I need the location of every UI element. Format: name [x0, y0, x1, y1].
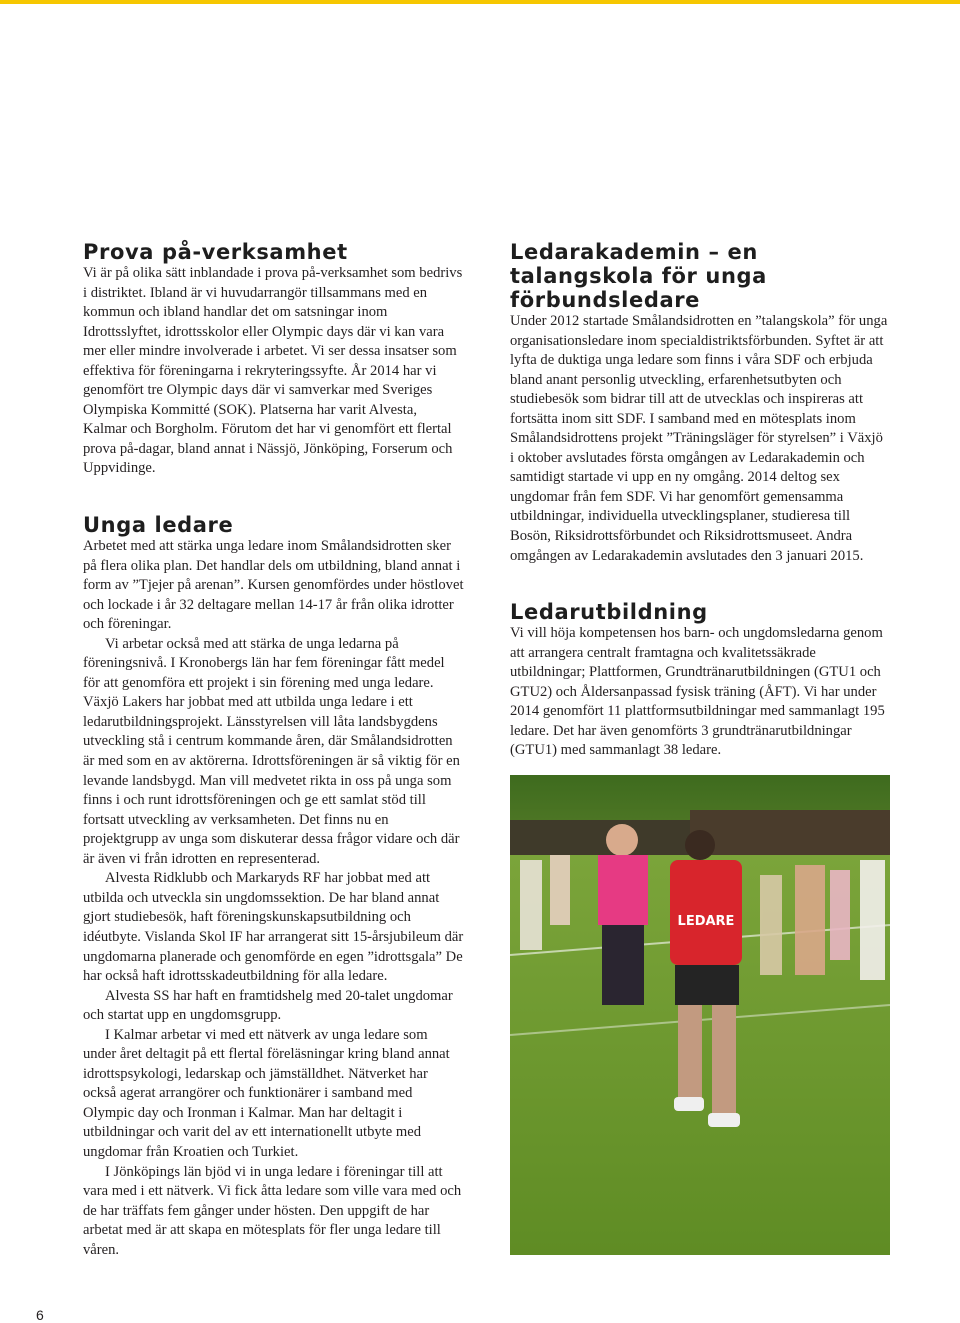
top-accent-bar: [0, 0, 960, 4]
heading-prova-pa: Prova på-verksamhet: [83, 240, 348, 264]
paragraph-ledarutbildning: Vi vill höja kompetensen hos barn- och ungdomsledarna genom att arrangera centralt framtagna och kvalitetssäkrade utbildningar; Plattformen, Grundtränarutbildningen (GTU1 och GTU2) och Åldersanpassad fysisk träning (ÅFT). Vi har under 2014 genomfört 11 plattformsutbildningar med sammanlagt 195 ledare. Det har även genomförts 3 grundtränarutbildningar (GTU1) med sammanlagt 38 ledare.: [510, 625, 885, 759]
paragraph-unga-ledare-1: Arbetet med att stärka unga ledare inom Smålandsidrotten sker på flera olika plan. Det handlar dels om utbildning, bland annat i form av ”Tjejer på arenan”. Kursen genomfördes under höstlovet och lockade i år 32 deltagare mellan 14-17 år från olika idrotter och föreningar.: [83, 538, 464, 633]
heading-ledarutbildning: Ledarutbildning: [510, 600, 708, 625]
left-column: [83, 240, 464, 1260]
paragraph-unga-ledare-6: I Jönköpings län bjöd vi in unga ledare i föreningar till att vara med i ett nätverk. Vi fick åtta ledare som ville vara med och de har träffats fem gånger under hösten. Den uppgift de har arbetat med är att skapa en mötesplats för fler unga ledare till våren.: [83, 1163, 462, 1258]
paragraph-unga-ledare-3: Alvesta Ridklubb och Markaryds RF har jobbat med att utbilda och utveckla sin ungdomssektion. De har bland annat gjort studiebesök, haft föreningskunskapsutbildning och idéutbyte. Vislanda Skol IF har arrangerat sitt 15-årsjubileum där ungdomarna planerade och genomförde en egen ”idrottsgala” De har också haft idrottsskadeutbildning för alla ledare.: [83, 870, 464, 985]
shirt-label: LEDARE: [677, 914, 735, 929]
right-column: [510, 240, 890, 761]
sports-field-photo: [510, 775, 890, 1255]
paragraph-prova-pa: Vi är på olika sätt inblandade i prova på-verksamhet som bedrivs i distriktet. Ibland är vi huvudarrangör tillsammans med en kommun och ibland handlar det om satsningar inom Idrottsslyftet, idrottsskolor eller Olympic days där vi kan vara mer eller mindre involverade i arbetet. Vi ser dessa insatser som effektiva för föreningarna i rekryteringssyfte. År 2014 har vi genomfört tre Olympic days där vi samverkar med Sveriges Olympiska Kommitté (SOK). Platserna har varit Alvesta, Kalmar och Borgholm. Förutom det har vi genomfört ett flertal prova på-dagar, bland annat i Nässjö, Jönköping, Forserum och Uppvidinge.: [83, 265, 463, 477]
heading-unga-ledare: Unga ledare: [83, 513, 234, 538]
heading-ledarakademin: Ledarakademin – en talangskola för unga förbundsledare: [510, 240, 767, 312]
paragraph-unga-ledare-4: Alvesta SS har haft en framtidshelg med 20-talet ungdomar och startat upp en ungdomsgrupp.: [83, 987, 453, 1024]
paragraph-unga-ledare-5: I Kalmar arbetar vi med ett nätverk av unga ledare som under året deltagit på ett flertal föreläsningar kring bland annat idrottspsykologi, ledarskap och jämställdhet. Nätverket har också agerat arrangörer och funktionärer i samband med Olympic day och Ironman i Kalmar. Man har deltagit i utbildningar och varit del av ett internationellt utbyte med ungdomar från Kroatien och Turkiet.: [83, 1026, 450, 1160]
paragraph-ledarakademin: Under 2012 startade Smålandsidrotten en ”talangskola” för unga organisationsledare inom specialdistriktsförbunden. Syftet är att lyfta de duktiga unga ledare som finns i våra SDF och erbjuda bland anant personlig utveckling, erfarenhetsutbyten och studiebesök som bidrar till att de utvecklas och inspireras att fortsätta inom sitt SDF. I samband med en mötesplats inom Smålandsidrottens projekt ”Träningsläger för styrelsen” i Växjö i oktober avslutades första omgången av Ledarakademin och samtidigt startade vi upp en ny omgång. 2014 deltog sex ungdomar från fem SDF. Vi har genomfört gemensamma utbildningar, individuella utvecklingsplaner, studieresa till Bosön, Riksidrottsförbundet och Riksidrottsmuseet. Andra omgången av Ledarakademin avslutades den 3 januari 2015.: [510, 313, 888, 564]
paragraph-unga-ledare-2: Vi arbetar också med att stärka de unga ledarna på föreningsnivå. I Kronobergs län har fem föreningar fått medel för att genomföra ett projekt i sin förening med unga ledare. Växjö Lakers har jobbat med att utbilda unga ledare i ett ledarutbildningsprojekt. Länsstyrelsen vill låta landsbygdens utveckling stå i centrum kommande åren, där Smålandsidrotten är med som en av aktörerna. Idrottsföreningen är så viktig för en levande landsbygd. Man vill medvetet rikta in oss på unga som finns i och runt idrottsföreningen och ge ett samlat stöd till fortsatt utveckling av verksamheten. Det finns nu en projektgrupp av unga som diskuterar dessa frågor vidare och där är även vi från idrotten en representerad.: [83, 635, 460, 867]
page-number: 6: [36, 1307, 44, 1323]
